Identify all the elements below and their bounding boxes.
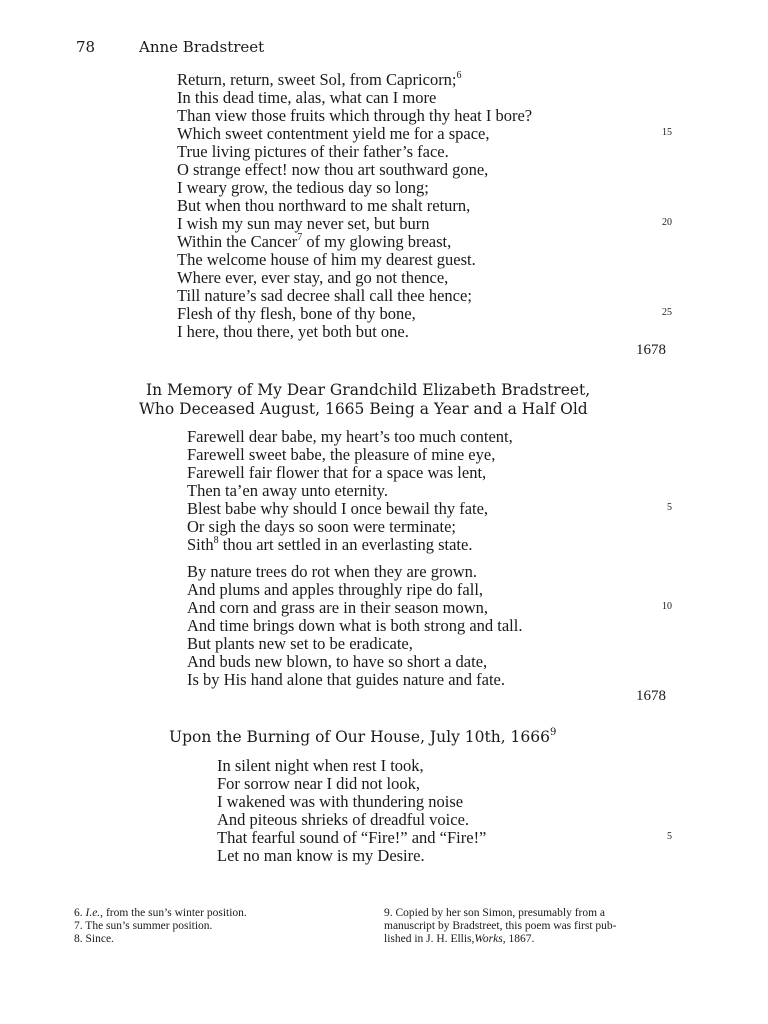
verse-line: Farewell fair flower that for a space was lent, [187, 463, 487, 482]
poem-2-date: 1678 [636, 688, 666, 704]
footnote-ref: 6 [456, 69, 462, 81]
verse-line: Sith$^8$ thou art settled in an everlasting state. [187, 534, 473, 554]
footnote-7: 7. The sun’s summer position. [74, 920, 213, 932]
page-number: 78 [76, 38, 96, 56]
verse-line: Than view those fruits which through thy heat I bore? [177, 106, 533, 125]
verse-line: Where ever, ever stay, and go not thence, [177, 268, 449, 287]
verse-line: Or sigh the days so soon were terminate; [187, 517, 456, 536]
verse-line: Flesh of thy flesh, bone of thy bone, 25 [177, 304, 672, 323]
footnote-6: 6. I.e., from the sun’s winter position. [74, 907, 247, 919]
poem-2-stanza-2 [0, 563, 768, 689]
verse-line: I wakened was with thundering noise [217, 792, 464, 811]
verse-line: By nature trees do rot when they are grown. [187, 562, 478, 581]
verse-line: The welcome house of him my dearest guest. [177, 250, 476, 269]
footnotes-left [74, 907, 247, 946]
line-number: 15 [662, 127, 672, 138]
poem-3-verse [0, 757, 768, 865]
verse-line: And corn and grass are in their season mown, 10 [187, 598, 672, 617]
verse-line: Let no man know is my Desire. [217, 846, 425, 865]
verse-line: Then ta’en away unto eternity. [187, 481, 388, 500]
verse-line: But plants new set to be eradicate, [187, 634, 413, 653]
verse-line: For sorrow near I did not look, [217, 774, 421, 793]
footnotes-right [384, 907, 617, 946]
verse-line: And piteous shrieks of dreadful voice. [217, 810, 470, 829]
running-title: Anne Bradstreet [139, 38, 265, 56]
verse-line: In this dead time, alas, what can I more [177, 88, 437, 107]
footnote-ref: 9 [550, 726, 557, 738]
footnote-ref: 8 [213, 534, 219, 546]
verse-line: True living pictures of their father’s face. [177, 142, 449, 161]
footnote-9: 9. Copied by her son Simon, presumably from a manuscript by Bradstreet, this poem was first pub- lished in J. H. Ellis,Works, 1867. [384, 907, 617, 945]
verse-line: And time brings down what is both strong and tall. [187, 616, 523, 635]
line-number: 10 [662, 601, 672, 612]
verse-line: Blest babe why should I once bewail thy fate, 5 [187, 499, 672, 518]
verse-line: Which sweet contentment yield me for a space, 15 [177, 124, 672, 143]
verse-line: Return, return, sweet Sol, from Capricorn;$^6$ [177, 69, 462, 89]
verse-line: Till nature’s sad decree shall call thee hence; [177, 286, 472, 305]
verse-line: Farewell sweet babe, the pleasure of mine eye, [187, 445, 496, 464]
verse-line: But when thou northward to me shalt return, [177, 196, 471, 215]
verse-line: And buds new blown, to have so short a date, [187, 652, 488, 671]
verse-line: I here, thou there, yet both but one. [177, 322, 409, 341]
verse-line: In silent night when rest I took, [217, 756, 424, 775]
line-number: 5 [667, 831, 672, 842]
poem-1-verse [0, 71, 768, 341]
line-number: 25 [662, 307, 672, 318]
line-number: 5 [667, 502, 672, 513]
verse-line: Is by His hand alone that guides nature and fate. [187, 670, 505, 689]
poem-1-date: 1678 [636, 342, 666, 358]
verse-line: Within the Cancer$^7$ of my glowing breast, [177, 231, 452, 251]
poem-2-stanza-1 [0, 428, 768, 554]
verse-line: That fearful sound of “Fire!” and “Fire!” 5 [217, 828, 672, 847]
footnote-8: 8. Since. [74, 933, 114, 945]
verse-line: I wish my sun may never set, but burn 20 [177, 214, 672, 233]
verse-line: O strange effect! now thou art southward gone, [177, 160, 489, 179]
line-number: 20 [662, 217, 672, 228]
verse-line: I weary grow, the tedious day so long; [177, 178, 429, 197]
footnote-ref: 7 [297, 231, 303, 243]
verse-line: Farewell dear babe, my heart’s too much content, [187, 427, 513, 446]
verse-line: And plums and apples throughly ripe do fall, [187, 580, 484, 599]
